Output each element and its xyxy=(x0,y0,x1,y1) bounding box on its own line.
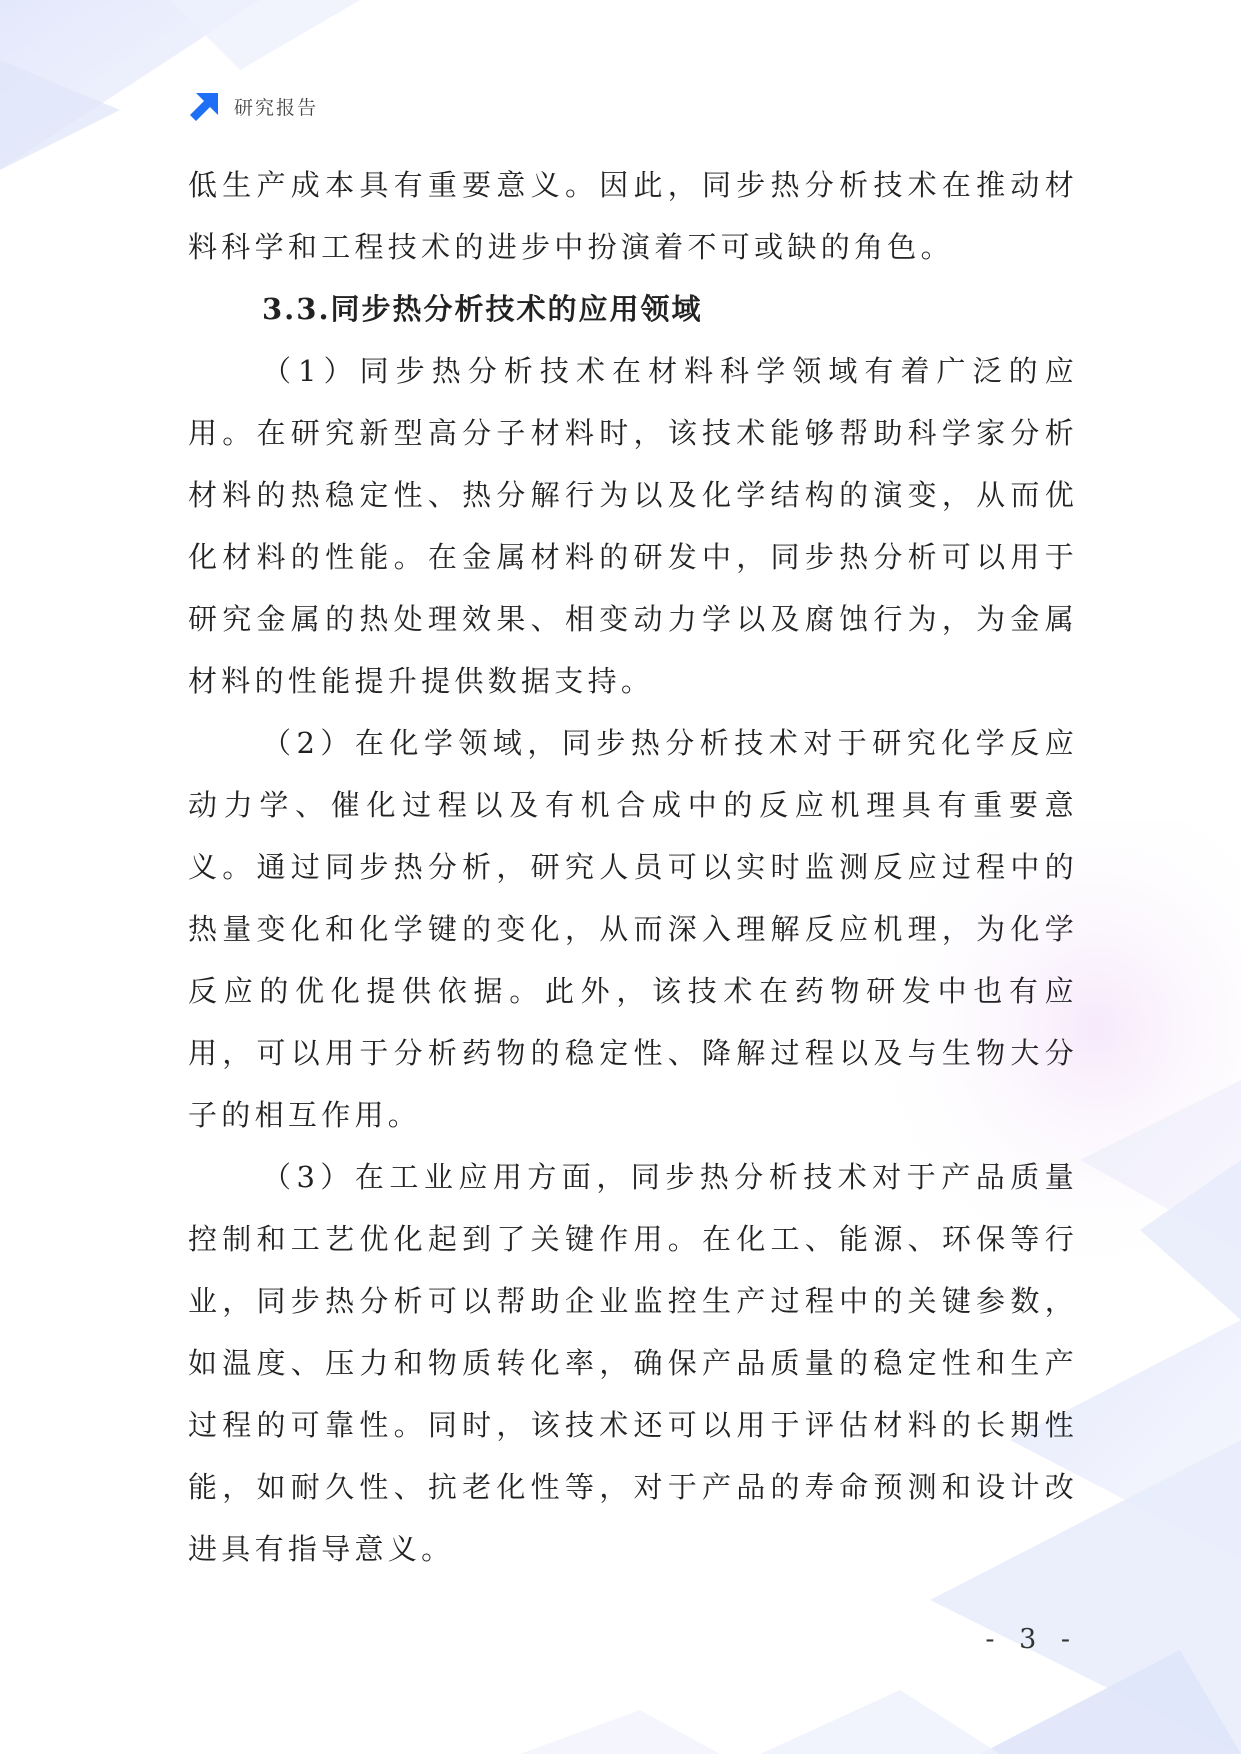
page-number: - 3 - xyxy=(985,1624,1078,1655)
paragraph-chemistry: （2）在化学领域，同步热分析技术对于研究化学反应动力学、催化过程以及有机合成中的反应机理具有重要意义。通过同步热分析，研究人员可以实时监测反应过程中的热量变化和化学键的变化，从而深入理解反应机理，为化学反应的优化提供依据。此外，该技术在药物研发中也有应用，可以用于分析药物的稳定性、降解过程以及与生物大分子的相互作用。 xyxy=(188,726,1078,1132)
arrow-up-right-icon xyxy=(188,89,222,123)
document-body xyxy=(188,154,1078,1580)
paragraph-industry: （3）在工业应用方面，同步热分析技术对于产品质量控制和工艺优化起到了关键作用。在化工、能源、环保等行业，同步热分析可以帮助企业监控生产过程中的关键参数，如温度、压力和物质转化率，确保产品质量的稳定性和生产过程的可靠性。同时，该技术还可以用于评估材料的长期性能，如耐久性、抗老化性等，对于产品的寿命预测和设计改进具有指导意义。 xyxy=(188,1160,1078,1566)
intro-paragraph: 低生产成本具有重要意义。因此，同步热分析技术在推动材料科学和工程技术的进步中扮演着不可或缺的角色。 xyxy=(188,168,1078,264)
report-label: 研究报告 xyxy=(234,96,319,119)
page-header xyxy=(188,88,318,124)
paragraph-materials-science: （1）同步热分析技术在材料科学领域有着广泛的应用。在研究新型高分子材料时，该技术能够帮助科学家分析材料的热稳定性、热分解行为以及化学结构的演变，从而优化材料的性能。在金属材料的研发中，同步热分析可以用于研究金属的热处理效果、相变动力学以及腐蚀行为，为金属材料的性能提升提供数据支持。 xyxy=(188,354,1078,698)
section-heading: 3.3.同步热分析技术的应用领域 xyxy=(262,292,703,326)
